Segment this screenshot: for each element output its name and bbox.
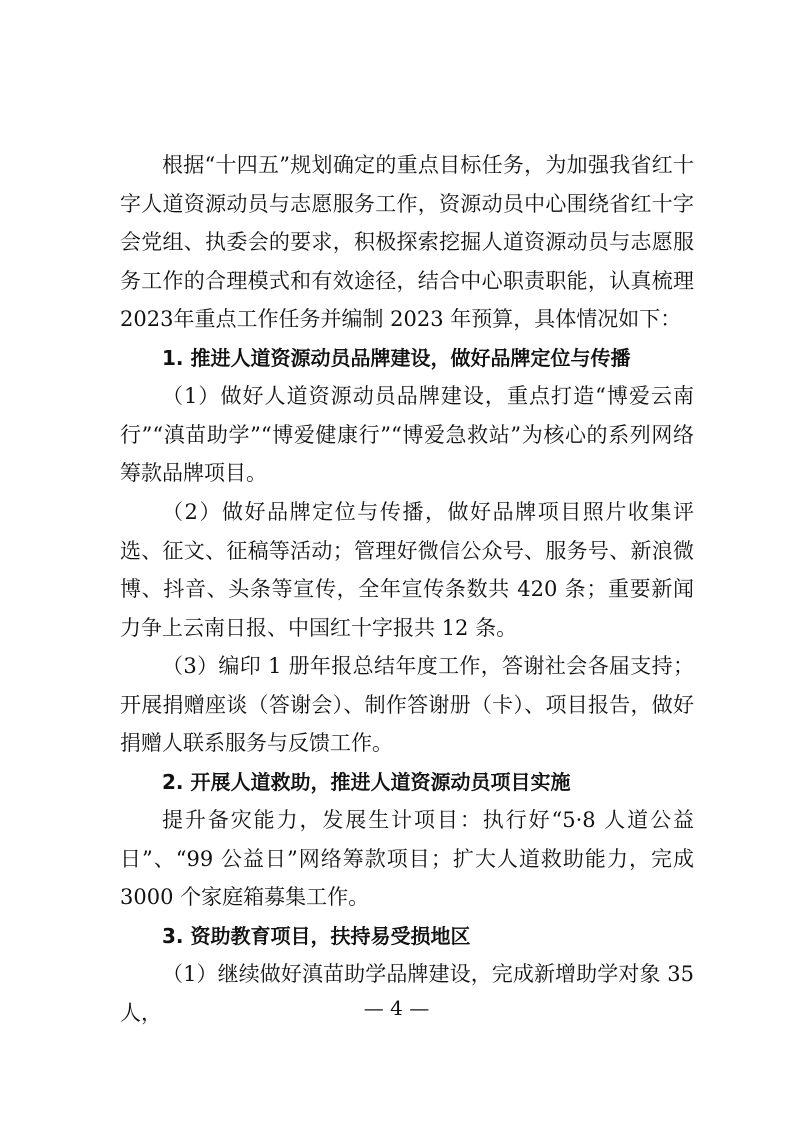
paragraph-1-3: （3）编印 1 册年报总结年度工作，答谢社会各届支持；开展捐赠座谈（答谢会）、制作答谢册（卡）、项目报告，做好捐赠人联系服务与反馈工作。 bbox=[120, 654, 694, 756]
section-heading-2: 2. 开展人道救助，推进人道资源动员项目实施 bbox=[162, 770, 571, 794]
section-heading-3: 3. 资助教育项目，扶持易受损地区 bbox=[162, 924, 471, 948]
page-number: — 4 — bbox=[363, 996, 430, 1020]
section-heading-1: 1. 推进人道资源动员品牌建设，做好品牌定位与传播 bbox=[162, 346, 631, 370]
paragraph-1-1: （1）做好人道资源动员品牌建设，重点打造“博爱云南行”“滇苗助学”“博爱健康行”“博爱急救站”为核心的系列网络筹款品牌项目。 bbox=[120, 384, 694, 486]
paragraph-3-1: （1）继续做好滇苗助学品牌建设，完成新增助学对象 35 人， bbox=[120, 962, 694, 1025]
paragraph-1-2: （2）做好品牌定位与传播，做好品牌项目照片收集评选、征文、征稿等活动；管理好微信公众号、服务号、新浪微博、抖音、头条等宣传，全年宣传条数共 420 条；重要新闻力争上云南日报、中国红十字报共 12 条。 bbox=[120, 500, 694, 640]
paragraph-2: 提升备灾能力，发展生计项目：执行好“5·8 人道公益日”、“99 公益日”网络筹款项目；扩大人道救助能力，完成 3000 个家庭箱募集工作。 bbox=[120, 808, 694, 910]
intro-paragraph: 根据“十四五”规划确定的重点目标任务，为加强我省红十字人道资源动员与志愿服务工作，资源动员中心围绕省红十字会党组、执委会的要求，积极探索挖掘人道资源动员与志愿服务工作的合理模式和有效途径，结合中心职责职能，认真梳理 2023年重点工作任务并编制 2023 年预算，具体情况如下： bbox=[120, 153, 694, 332]
